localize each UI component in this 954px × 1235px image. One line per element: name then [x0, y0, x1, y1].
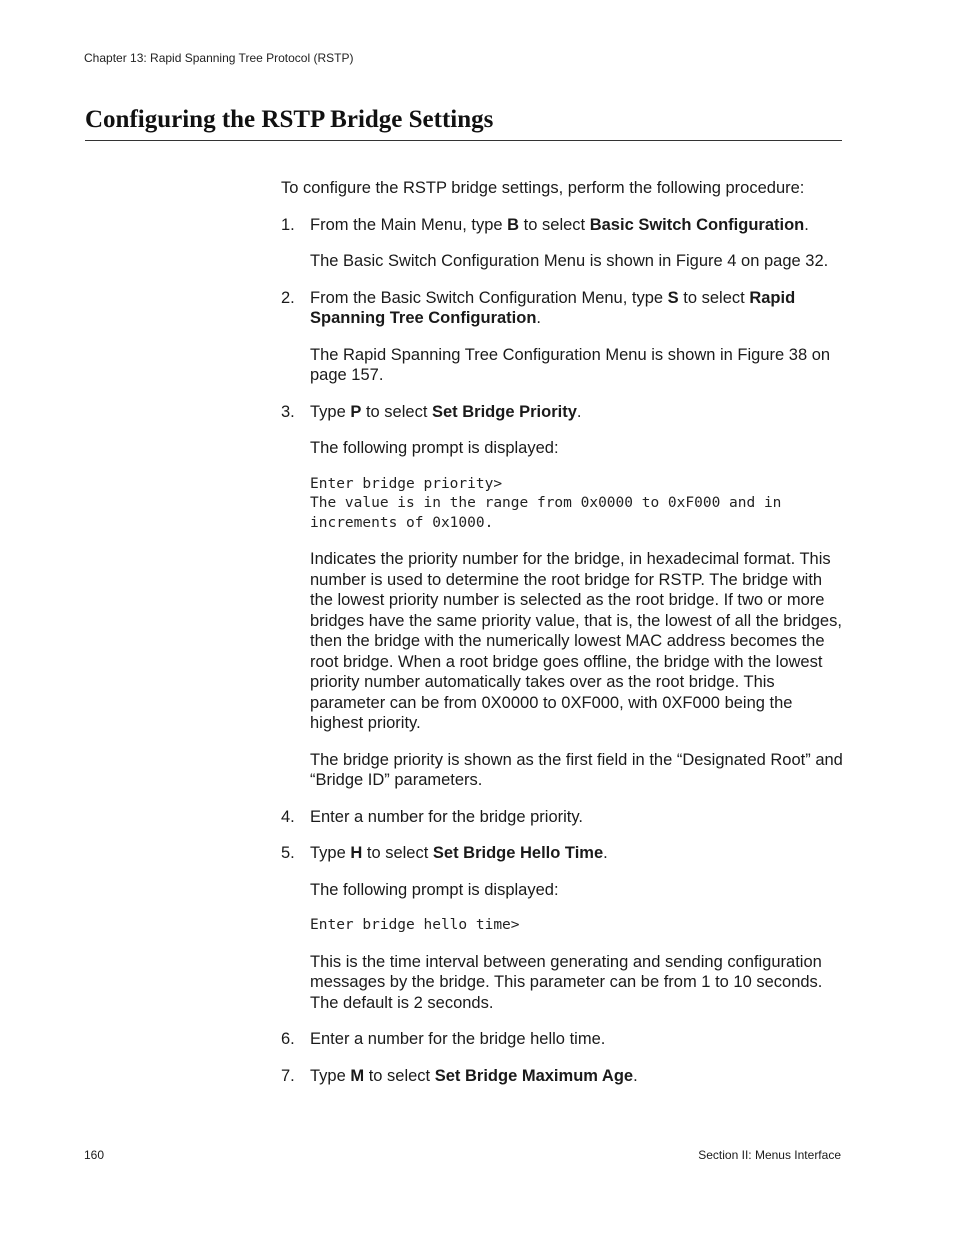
step-note: The bridge priority is shown as the first field in the “Designated Root” and “Bridge ID” parameters.: [310, 750, 843, 789]
running-head: Chapter 13: Rapid Spanning Tree Protocol (RSTP): [84, 51, 354, 65]
step-instruction: Type M to select Set Bridge Maximum Age.: [310, 1066, 638, 1085]
step-1: [281, 215, 847, 272]
step-instruction: From the Basic Switch Configuration Menu, type S to select Rapid Spanning Tree Configuration.: [310, 288, 796, 327]
menu-option: Rapid Spanning Tree Configuration: [310, 288, 796, 327]
step-instruction: Type P to select Set Bridge Priority.: [310, 402, 582, 421]
title-rule: [85, 140, 842, 141]
step-instruction: From the Main Menu, type B to select Basic Switch Configuration.: [310, 215, 809, 234]
step-number: 2.: [281, 288, 295, 307]
step-instruction: Enter a number for the bridge hello time.: [310, 1030, 606, 1048]
step-5: [281, 843, 847, 1013]
step-instruction: Type H to select Set Bridge Hello Time.: [310, 844, 608, 862]
step-4: [281, 807, 847, 828]
intro-paragraph: To configure the RSTP bridge settings, perform the following procedure:: [281, 179, 805, 197]
step-note: The following prompt is displayed:: [310, 439, 559, 457]
step-number: 3.: [281, 402, 295, 421]
section-title: Configuring the RSTP Bridge Settings: [85, 106, 494, 133]
step-number: 4.: [281, 807, 295, 826]
prompt-code: Enter bridge hello time>: [310, 917, 520, 933]
step-note: The Rapid Spanning Tree Configuration Menu is shown in Figure 38 on page 157.: [310, 345, 831, 384]
menu-option: Set Bridge Maximum Age: [434, 1066, 634, 1085]
step-6: [281, 1029, 847, 1050]
step-3: [281, 402, 847, 791]
footer-section: Section II: Menus Interface: [698, 1148, 841, 1162]
step-instruction: Enter a number for the bridge priority.: [310, 807, 583, 826]
page-number: 160: [84, 1148, 105, 1162]
step-2: [281, 288, 847, 386]
menu-option: Basic Switch Configuration: [589, 215, 805, 234]
step-description: Indicates the priority number for the bridge, in hexadecimal format. This number is used to determine the root bridge for RSTP. The bridge with the lowest priority number is selected as the root bridge. If two or more bridges have the same priority value, that is, the lowest of all the bridges, then the bridge with the numerically lowest MAC address becomes the root bridge. When a root bridge goes offline, the bridge with the lowest priority number automatically takes over as the root bridge. This parameter can be from 0X0000 to 0XF000, with 0XF000 being the highest priority.: [310, 550, 842, 732]
step-note: The Basic Switch Configuration Menu is shown in Figure 4 on page 32.: [310, 252, 829, 270]
menu-key: B: [507, 215, 520, 234]
menu-option: Set Bridge Hello Time: [432, 844, 604, 862]
step-note: The following prompt is displayed:: [310, 880, 559, 899]
step-number: 1.: [281, 215, 295, 234]
menu-key: P: [350, 402, 362, 421]
menu-key: H: [350, 844, 363, 862]
menu-key: M: [350, 1066, 365, 1085]
step-7: [281, 1066, 847, 1087]
main-content: [281, 178, 847, 1102]
step-number: 7.: [281, 1066, 295, 1085]
step-number: 5.: [281, 844, 295, 862]
prompt-code: Enter bridge priority> The value is in the range from 0x0000 to 0xF000 and in increments of 0x1000.: [310, 475, 782, 531]
menu-key: S: [667, 288, 679, 307]
step-number: 6.: [281, 1030, 295, 1048]
step-description: This is the time interval between generating and sending configuration messages by the bridge. This parameter can be from 1 to 10 seconds. The default is 2 seconds.: [310, 952, 823, 1012]
menu-option: Set Bridge Priority: [432, 402, 577, 421]
